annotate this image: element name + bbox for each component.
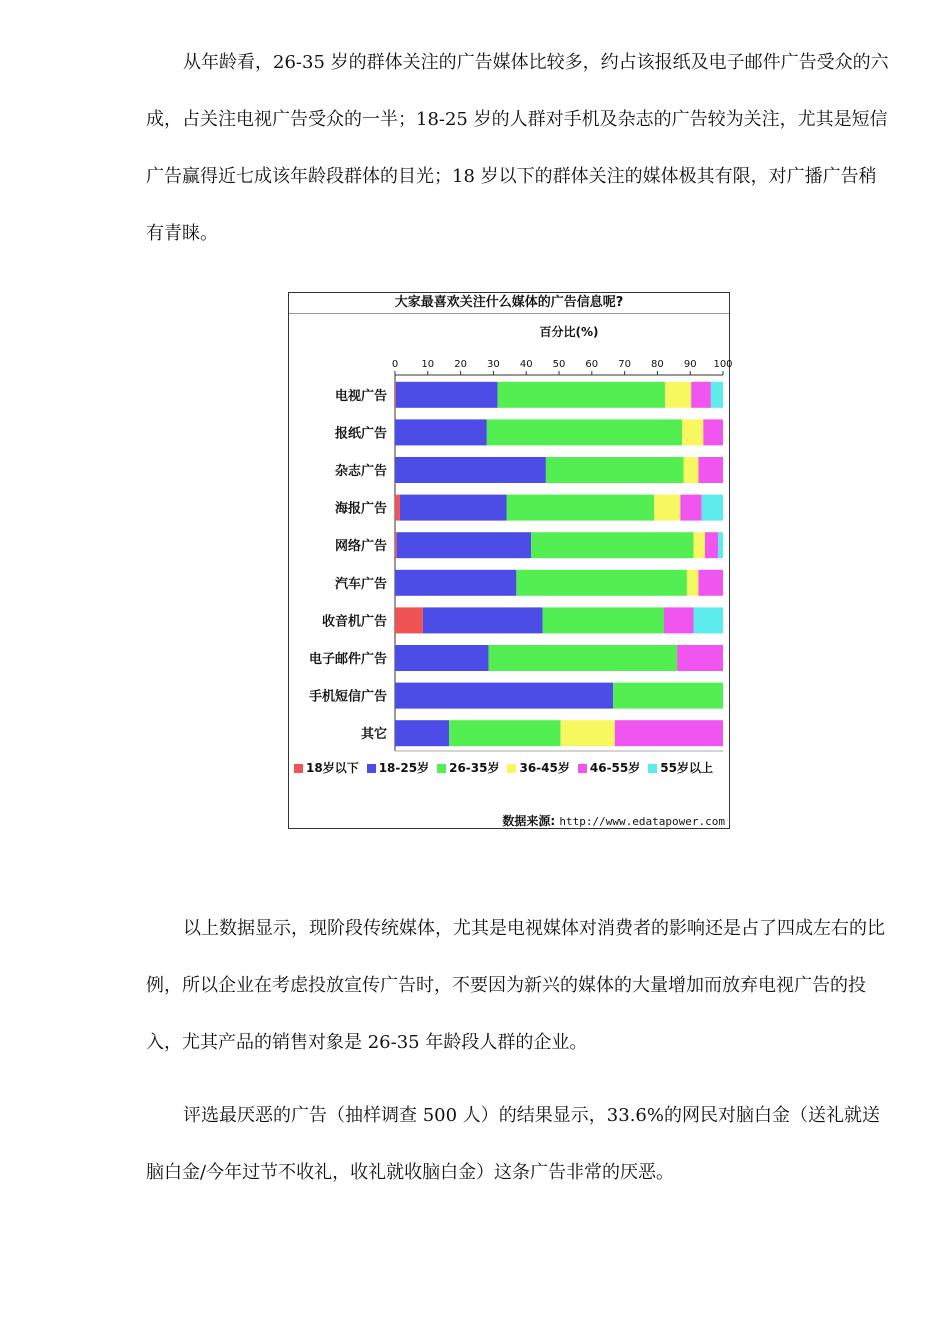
legend-label: 26-35岁 — [449, 761, 500, 775]
bar-segment — [423, 607, 543, 633]
category-label: 手机短信广告 — [308, 689, 387, 705]
legend-swatch — [367, 764, 376, 773]
bar-segment — [682, 419, 703, 445]
legend-item — [437, 759, 499, 776]
stacked-bar-chart — [289, 293, 733, 753]
bar-segment — [395, 382, 396, 408]
bar-segment — [665, 382, 691, 408]
legend-label: 46-55岁 — [589, 761, 641, 775]
chart-axis-label: 百分比(%) — [539, 325, 599, 339]
chart-legend — [294, 759, 724, 786]
bar-segment — [691, 382, 711, 408]
x-tick-label: 0 — [391, 359, 399, 370]
bar-segment — [664, 607, 694, 633]
bar-segment — [703, 419, 723, 445]
chart-figure — [288, 292, 733, 829]
bar-segment — [702, 495, 723, 521]
category-label: 报纸广告 — [334, 426, 387, 442]
bar-segment — [531, 532, 693, 558]
bar-segment — [680, 495, 701, 521]
x-tick-label: 80 — [651, 359, 664, 370]
bar-segment — [698, 570, 723, 596]
x-tick-label: 70 — [618, 359, 631, 370]
legend-item — [294, 759, 359, 776]
category-label: 网络广告 — [334, 539, 387, 555]
legend-label: 36-45岁 — [519, 761, 570, 775]
legend-label: 18-25岁 — [378, 761, 430, 775]
legend-label: 55岁以上 — [660, 761, 713, 775]
legend-item — [648, 759, 713, 776]
category-label: 汽车广告 — [334, 576, 387, 592]
bar-segment — [613, 683, 723, 709]
legend-label: 18岁以下 — [306, 761, 359, 775]
bar-segment — [705, 532, 718, 558]
bar-segment — [397, 532, 531, 558]
legend-swatch — [294, 764, 303, 773]
bar-segment — [395, 457, 546, 483]
bar-segment — [395, 720, 449, 746]
bar-segment — [395, 532, 397, 558]
legend-swatch — [648, 764, 657, 773]
x-tick-label: 30 — [487, 359, 500, 370]
bar-segment — [693, 607, 723, 633]
bar-segment — [395, 570, 516, 596]
legend-swatch — [507, 764, 516, 773]
bar-segment — [488, 645, 677, 671]
category-label: 杂志广告 — [334, 464, 387, 479]
bar-segment — [396, 382, 498, 408]
bar-segment — [718, 532, 723, 558]
category-label: 收音机广告 — [321, 614, 387, 630]
paragraph-conclusion: 以上数据显示，现阶段传统媒体，尤其是电视媒体对消费者的影响还是占了四成左右的比例，所以企业在考虑投放宣传广告时，不要因为新兴的媒体的大量增加而放弃电视广告的投入，尤其产品的销售对象是 26-35 年龄段人群的企业。 — [146, 918, 885, 1053]
bar-segment — [395, 607, 423, 633]
bar-segment — [516, 570, 687, 596]
paragraph-age-analysis: 从年龄看，26-35 岁的群体关注的广告媒体比较多，约占该报纸及电子邮件广告受众的六成，占关注电视广告受众的一半；18-25 岁的人群对手机及杂志的广告较为关注，尤其是短信广告赢得近七成该年龄段群体的目光；18 岁以下的群体关注的媒体极其有限，对广播广告稍有青睐。 — [146, 52, 889, 244]
source-label: 数据来源: — [502, 814, 556, 828]
bar-segment — [561, 720, 615, 746]
legend-item — [578, 759, 640, 776]
x-tick-label: 90 — [683, 359, 697, 370]
category-label: 海报广告 — [334, 501, 387, 517]
x-tick-label: 50 — [552, 359, 566, 370]
legend-item — [507, 759, 569, 776]
bar-segment — [615, 720, 723, 746]
category-label: 电视广告 — [334, 388, 387, 404]
bar-segment — [395, 495, 400, 521]
bar-segment — [687, 570, 698, 596]
bar-segment — [693, 532, 704, 558]
chart-title: 大家最喜欢关注什么媒体的广告信息呢? — [289, 293, 729, 314]
category-label: 其它 — [360, 727, 387, 743]
bar-segment — [507, 495, 655, 521]
x-tick-label: 40 — [519, 359, 533, 370]
bar-segment — [395, 419, 487, 445]
x-tick-label: 100 — [713, 359, 733, 370]
bar-segment — [487, 419, 682, 445]
legend-item — [367, 759, 429, 776]
bar-segment — [400, 495, 507, 521]
x-tick-label: 60 — [585, 359, 599, 370]
legend-swatch — [437, 764, 446, 773]
x-tick-label: 20 — [454, 359, 467, 370]
source-url: http://www.edatapower.com — [559, 815, 725, 828]
category-label: 电子邮件广告 — [308, 652, 387, 667]
bar-segment — [546, 457, 684, 483]
bar-segment — [449, 720, 561, 746]
bar-segment — [711, 382, 723, 408]
x-tick-label: 10 — [421, 359, 435, 370]
bar-segment — [543, 607, 664, 633]
bar-segment — [684, 457, 699, 483]
bar-segment — [395, 683, 613, 709]
bar-segment — [698, 457, 723, 483]
bar-segment — [677, 645, 723, 671]
paragraph-survey-result: 评选最厌恶的广告（抽样调查 500 人）的结果显示，33.6%的网民对脑白金（送礼就送脑白金/今年过节不收礼，收礼就收脑白金）这条广告非常的厌恶。 — [146, 1105, 880, 1183]
bar-segment — [395, 645, 488, 671]
chart-source — [502, 812, 725, 829]
bar-segment — [498, 382, 665, 408]
legend-swatch — [578, 764, 587, 773]
bar-segment — [654, 495, 680, 521]
